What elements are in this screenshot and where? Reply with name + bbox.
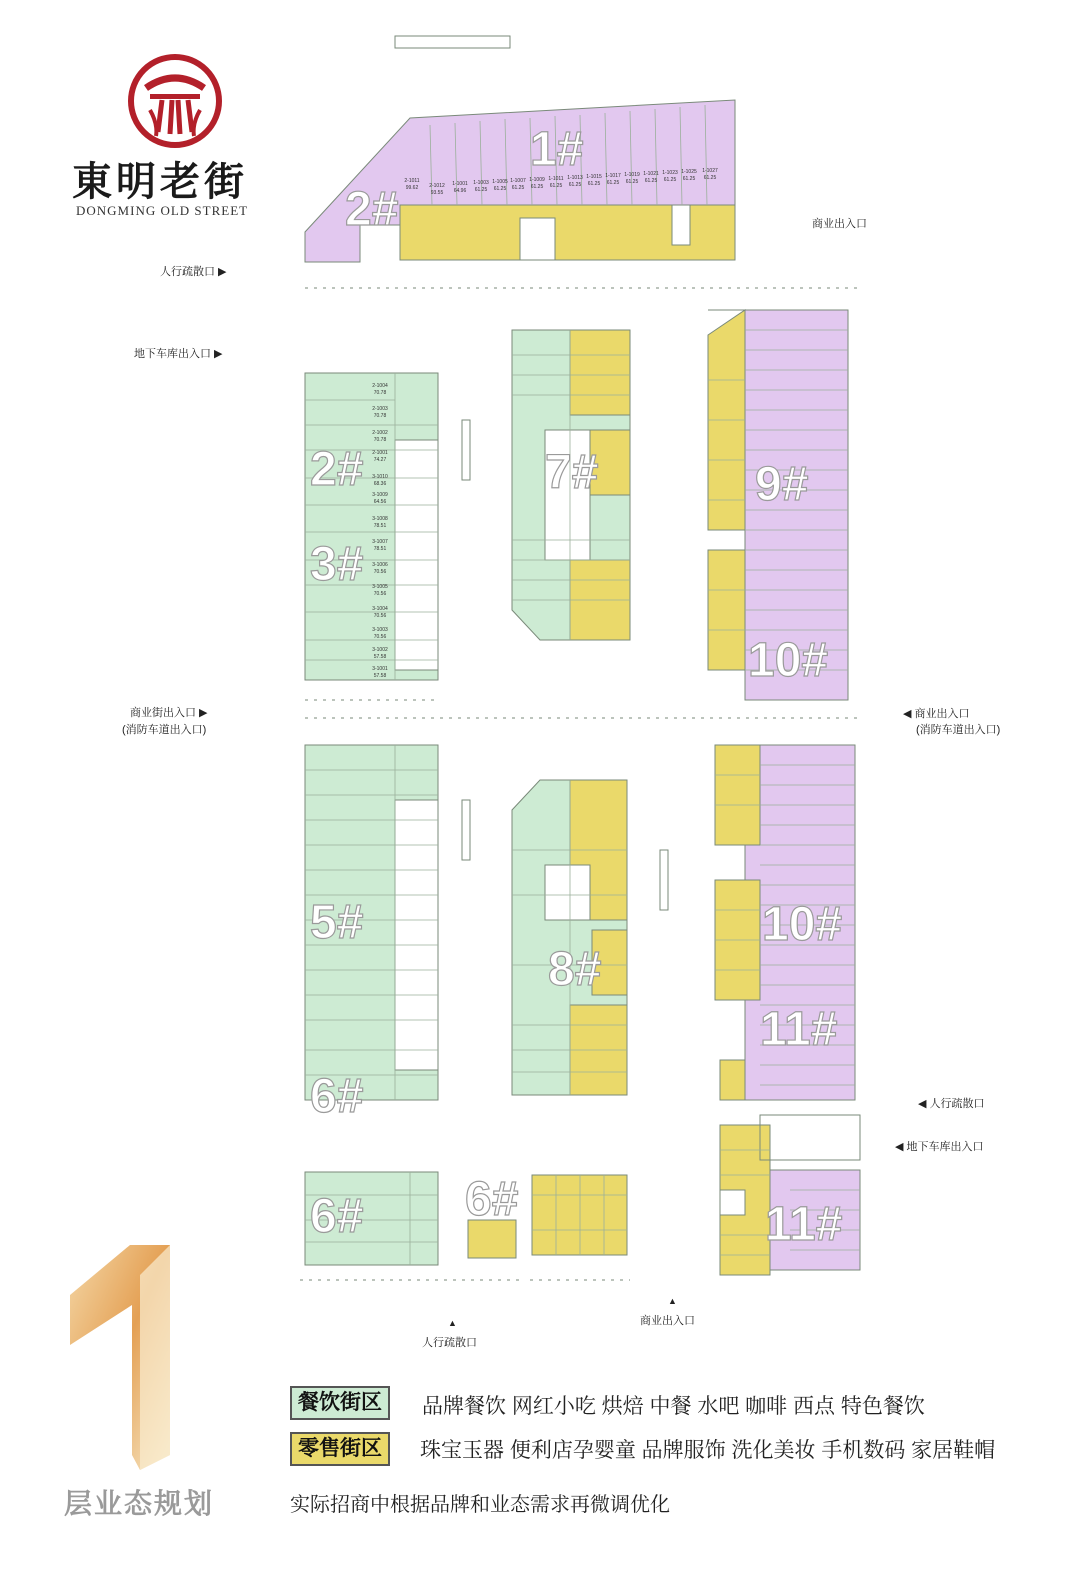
unit-1-12-area: 61.25 <box>644 178 658 184</box>
unit-c-3-area: 74.27 <box>373 457 387 463</box>
unit-1-12-id: 1-1021 <box>643 171 659 177</box>
tag-6c: 6# <box>465 1173 519 1226</box>
unit-c-4-area: 68.36 <box>373 481 387 487</box>
unit-1-15-area: 61.25 <box>703 175 717 181</box>
unit-1-0-id: 2-1011 <box>404 178 420 184</box>
unit-1-4-id: 1-1005 <box>492 179 508 185</box>
unit-c-9-area: 70.56 <box>373 591 387 597</box>
floor-number-highlight <box>140 1245 170 1470</box>
block-11-retail-gap <box>720 1190 745 1215</box>
unit-1-3-area: 61.25 <box>474 187 488 193</box>
block-10-11-retail-c <box>720 1060 745 1100</box>
arrow-commercial-bottom: ▲ <box>668 1296 677 1306</box>
arrow-ped-exit-bottom: ▲ <box>448 1318 457 1328</box>
block-5-6-gap <box>395 800 438 1070</box>
floor-number-graphic <box>60 1235 190 1475</box>
unit-1-14-id: 1-1025 <box>681 169 697 175</box>
block-1-retail-gap <box>520 218 555 260</box>
label-fire-lane-right: (消防车道出入口) <box>916 724 1001 736</box>
label-garage-top: 地下车库出入口 ▶ <box>134 348 223 360</box>
tag-2a: 2# <box>345 183 399 236</box>
label-ped-exit-right: ◀ 人行疏散口 <box>918 1098 985 1110</box>
tag-1: 1# <box>530 123 584 176</box>
unit-c-8-id: 3-1006 <box>372 562 388 568</box>
legend-retail-tag: 零售街区 <box>290 1432 390 1466</box>
tag-10a: 10# <box>748 634 829 687</box>
unit-c-4-id: 3-1010 <box>372 474 388 480</box>
unit-1-1-area: 93.55 <box>430 190 444 196</box>
top-bar <box>395 36 510 48</box>
tag-7: 7# <box>545 446 599 499</box>
unit-1-10-area: 61.25 <box>606 180 620 186</box>
unit-1-2-id: 1-1001 <box>452 181 468 187</box>
unit-c-7-area: 78.51 <box>373 546 387 552</box>
tag-11a: 11# <box>760 1003 838 1056</box>
floor-title: 层业态规划 <box>64 1488 215 1519</box>
tag-9: 9# <box>755 458 809 511</box>
tag-3: 3# <box>310 538 364 591</box>
unit-c-13-id: 3-1001 <box>372 666 388 672</box>
block-2-3-gap <box>395 440 438 670</box>
block-10-11-retail <box>715 745 760 845</box>
unit-1-10-id: 1-1017 <box>605 173 621 179</box>
unit-c-5-area: 64.56 <box>373 499 387 505</box>
unit-c-7-id: 3-1007 <box>372 539 388 545</box>
unit-c-2-id: 2-1002 <box>372 430 388 436</box>
label-garage-right: ◀ 地下车库出入口 <box>895 1141 984 1153</box>
unit-1-6-id: 1-1009 <box>529 177 545 183</box>
unit-c-5-id: 3-1009 <box>372 492 388 498</box>
unit-c-12-id: 3-1002 <box>372 647 388 653</box>
block-6-retail <box>532 1175 627 1255</box>
unit-1-11-id: 1-1019 <box>624 172 640 178</box>
unit-c-11-id: 3-1003 <box>372 627 388 633</box>
unit-1-13-area: 61.25 <box>663 177 677 183</box>
unit-c-0-area: 70.78 <box>373 390 387 396</box>
stair-3 <box>462 800 470 860</box>
unit-1-5-area: 61.25 <box>511 185 525 191</box>
block-9-10-retail-b <box>708 550 745 670</box>
unit-1-4-area: 61.25 <box>493 186 507 192</box>
unit-1-8-area: 61.25 <box>568 182 582 188</box>
unit-1-9-area: 61.25 <box>587 181 601 187</box>
tag-2b: 2# <box>310 443 364 496</box>
unit-c-3-id: 2-1001 <box>372 450 388 456</box>
label-fire-lane-left: (消防车道出入口) <box>122 724 207 736</box>
unit-1-7-area: 61.25 <box>549 183 563 189</box>
unit-1-9-id: 1-1015 <box>586 174 602 180</box>
unit-1-2-area: 64.96 <box>453 188 467 194</box>
unit-c-2-area: 70.78 <box>373 437 387 443</box>
brand-name: 東明老街 <box>72 159 248 204</box>
brand-name-en: DONGMING OLD STREET <box>76 203 249 218</box>
unit-c-1-area: 70.78 <box>373 413 387 419</box>
unit-c-12-area: 57.58 <box>373 654 387 660</box>
label-street-exit-left: 商业街出入口 ▶ <box>130 707 208 719</box>
unit-c-11-area: 70.56 <box>373 634 387 640</box>
unit-1-11-area: 61.25 <box>625 179 639 185</box>
planning-note: 实际招商中根据品牌和业态需求再微调优化 <box>290 1494 670 1516</box>
tag-10b: 10# <box>762 898 843 951</box>
tag-8: 8# <box>548 943 602 996</box>
tag-11b: 11# <box>765 1198 843 1251</box>
label-ped-exit-top: 人行疏散口 ▶ <box>160 266 227 278</box>
unit-c-6-id: 3-1008 <box>372 516 388 522</box>
tag-6b: 6# <box>310 1190 364 1243</box>
unit-1-15-id: 1-1027 <box>702 168 718 174</box>
unit-1-8-id: 1-1013 <box>567 175 583 181</box>
label-commercial-top: 商业出入口 <box>812 218 867 230</box>
block-7-retail-a <box>570 330 630 415</box>
legend-catering-desc: 品牌餐饮 网红小吃 烘焙 中餐 水吧 咖啡 西点 特色餐饮 <box>422 1395 925 1418</box>
unit-c-1-id: 2-1003 <box>372 406 388 412</box>
unit-c-10-area: 70.56 <box>373 613 387 619</box>
unit-1-3-id: 1-1003 <box>473 180 489 186</box>
unit-1-5-id: 1-1007 <box>510 178 526 184</box>
unit-c-8-area: 70.56 <box>373 569 387 575</box>
block-1-retail-gap2 <box>672 205 690 245</box>
tag-5: 5# <box>310 896 364 949</box>
unit-1-0-area: 99.62 <box>405 185 419 191</box>
unit-1-13-id: 1-1023 <box>662 170 678 176</box>
unit-c-0-id: 2-1004 <box>372 383 388 389</box>
label-ped-exit-bottom: 人行疏散口 <box>422 1337 477 1349</box>
unit-1-1-id: 2-1012 <box>429 183 445 189</box>
legend-retail-desc: 珠宝玉器 便利店孕婴童 品牌服饰 洗化美妆 手机数码 家居鞋帽 <box>420 1439 996 1462</box>
stair-1 <box>462 420 470 480</box>
unit-1-7-id: 1-1011 <box>548 176 564 182</box>
block-8-core <box>545 865 590 920</box>
unit-1-6-area: 61.25 <box>530 184 544 190</box>
label-commercial-right: ◀ 商业出入口 <box>903 708 970 720</box>
unit-c-9-id: 3-1005 <box>372 584 388 590</box>
stair-2 <box>660 850 668 910</box>
unit-c-10-id: 3-1004 <box>372 606 388 612</box>
legend-catering-tag: 餐饮街区 <box>290 1386 390 1420</box>
tag-6a: 6# <box>310 1070 364 1123</box>
unit-c-6-area: 78.51 <box>373 523 387 529</box>
unit-1-14-area: 61.25 <box>682 176 696 182</box>
unit-c-13-area: 57.58 <box>373 673 387 679</box>
label-commercial-bottom: 商业出入口 <box>640 1315 695 1327</box>
ramp-right <box>760 1115 860 1160</box>
